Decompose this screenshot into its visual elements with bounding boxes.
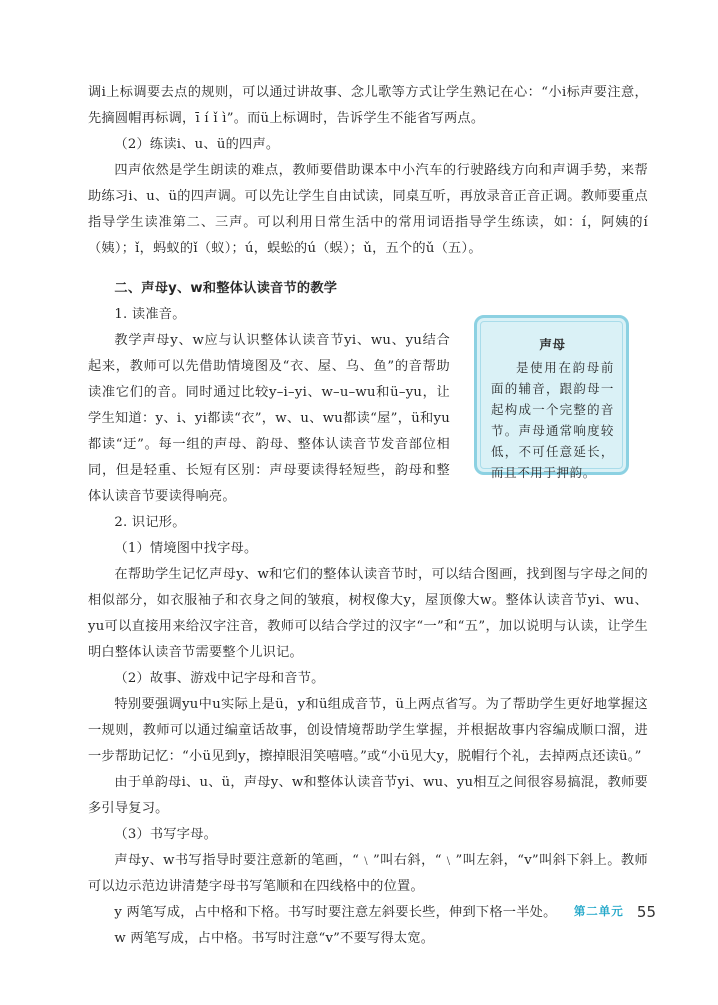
callout-title: 声母 — [539, 337, 566, 352]
paragraph-writing-w: w 两笔写成，占中格。书写时注意“v”不要写得太宽。 — [114, 931, 435, 946]
paragraph-story-games: 特别要强调yu中u实际上是ü，y和ü组成音节，ü上两点省写。为了帮助学生更好地掌握这一规则，教师可以通过编童话故事，创设情境帮助学生掌握，并根据故事内容编成顺口溜，进一步帮助记忆：“小ü见到y，擦掉眼泪笑嘻嘻。”或“小ü见大y，脱帽行个礼，去掉两点还读ü。” — [88, 697, 648, 764]
subheading-writing: （3）书写字母。 — [114, 827, 218, 842]
paragraph-writing: 声母y、w书写指导时要注意新的笔画，“﹨”叫右斜，“﹨”叫左斜，“v”叫斜下斜上。教师可以边示范边讲清楚字母书写笔顺和在四线格中的位置。 — [88, 853, 648, 894]
document-body — [88, 80, 648, 952]
page-number: 55 — [636, 903, 656, 921]
section-heading: 二、声母y、w和整体认读音节的教学 — [114, 281, 338, 296]
paragraph-writing-y: y 两笔写成，占中格和下格。书写时要注意左斜要长些，伸到下格一半处。 — [114, 905, 557, 920]
subheading-shape: 2. 识记形。 — [114, 515, 186, 530]
paragraph-practice-heading: （2）练读i、u、ü的四声。 — [114, 137, 280, 152]
definition-callout — [474, 315, 629, 480]
unit-label: 第二单元 — [573, 904, 624, 918]
subheading-pronunciation: 1. 读准音。 — [114, 307, 186, 322]
paragraph-pronunciation: 教学声母y、w应与认识整体认读音节yi、wu、yu结合起来，教师可以先借助情境图及“衣、屋、乌、鱼”的音帮助读准它们的音。同时通过比较y–i–yi、w–u–wu和ü–yu，让学生知道：y、i、yi都读“衣”，w、u、wu都读“屋”，ü和yu都读“迂”。每一组的声母、韵母、整体认读音节发音部位相同，但是轻重、长短有区别：声母要读得轻短些，韵母和整体认读音节要读得响亮。 — [88, 333, 450, 504]
callout-body: 是使用在韵母前面的辅音，跟韵母一起构成一个完整的音节。声母通常响度较低，不可任意延长，而且不用于押韵。 — [491, 360, 614, 480]
subheading-find-letters: （1）情境图中找字母。 — [114, 541, 258, 556]
paragraph-tones-practice: 四声依然是学生朗读的难点，教师要借助课本中小汽车的行驶路线方向和声调手势，来帮助练习i、u、ü的四声调。可以先让学生自由试读，同桌互听，再放录音正音正调。教师要重点指导学生读准第二、三声。可以利用日常生活中的常用词语指导学生练读，如：í，阿姨的í（姨）；ǐ，蚂蚁的ǐ（蚁）；ú，蜈蚣的ú（蜈）；ǔ，五个的ǔ（五）。 — [88, 163, 648, 256]
paragraph-tone-rule: 调i上标调要去点的规则，可以通过讲故事、念儿歌等方式让学生熟记在心：“小i标声要注意，先摘圆帽再标调，ī í ǐ ì”。而ü上标调时，告诉学生不能省写两点。 — [88, 85, 648, 126]
page-footer — [574, 902, 656, 921]
paragraph-review: 由于单韵母i、u、ü，声母y、w和整体认读音节yi、wu、yu相互之间很容易搞混，教师要多引导复习。 — [88, 775, 648, 816]
paragraph-find-letters: 在帮助学生记忆声母y、w和它们的整体认读音节时，可以结合图画，找到图与字母之间的相似部分，如衣服袖子和衣身之间的皱痕，树杈像大y，屋顶像大w。整体认读音节yi、wu、yu可以直接用来给汉字注音，教师可以结合学过的汉字“一”和“五”，加以说明与认读，让学生明白整体认读音节需要整个儿识记。 — [88, 567, 648, 660]
subheading-story-games: （2）故事、游戏中记字母和音节。 — [114, 671, 325, 686]
